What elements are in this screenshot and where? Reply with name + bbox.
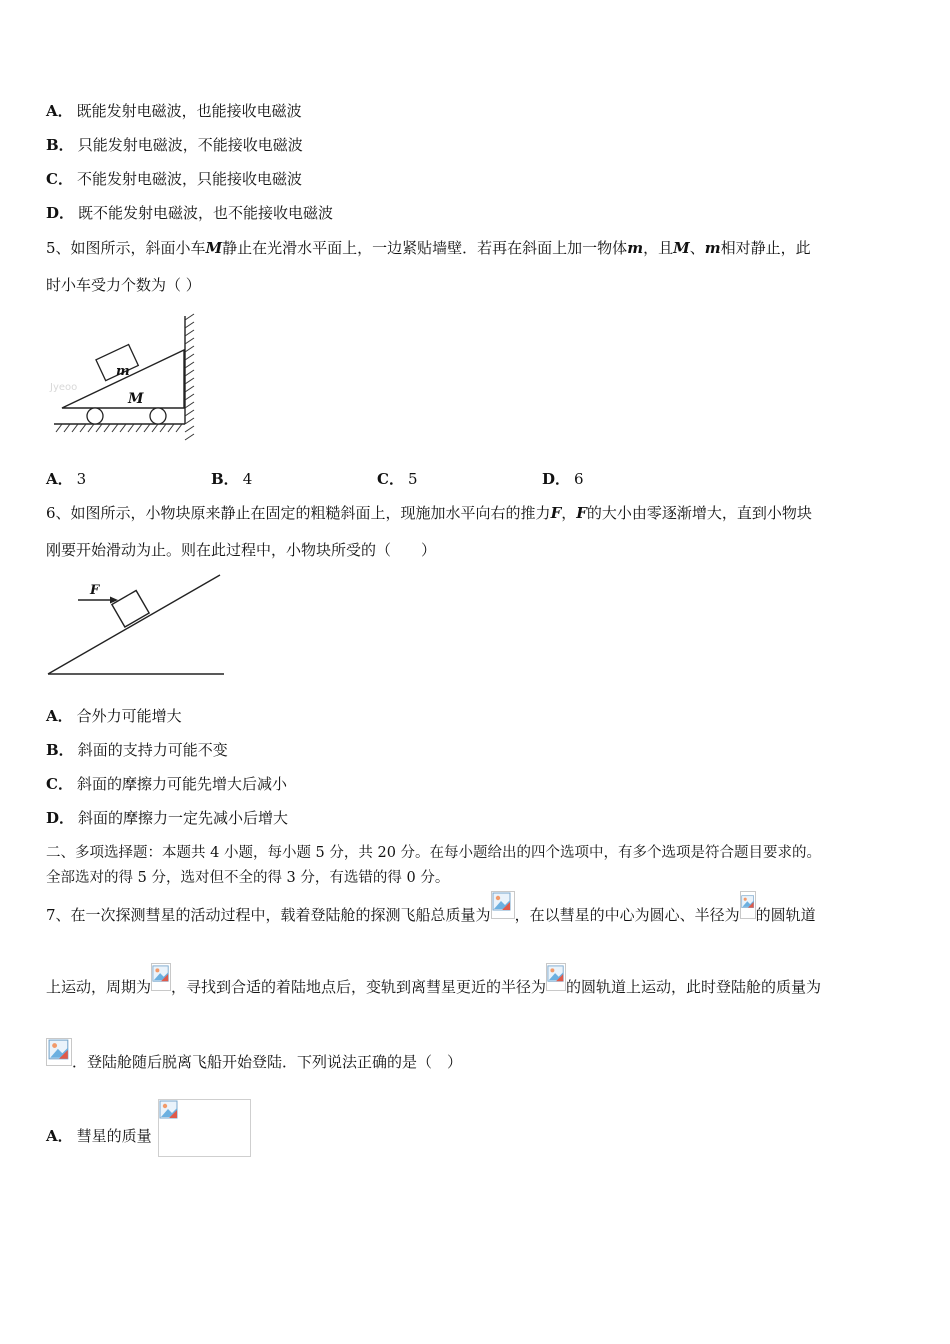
q7-stem-line3: ．登陆舱随后脱离飞船开始登陆．下列说法正确的是（ ） bbox=[46, 1040, 462, 1084]
q5-option-d: D． 6 bbox=[542, 470, 584, 488]
q5-watermark: Jyeoo bbox=[50, 382, 78, 393]
broken-image-icon bbox=[740, 891, 756, 919]
q5-cart-figure bbox=[48, 312, 204, 452]
broken-image-icon bbox=[546, 963, 566, 991]
section2-heading-line1: 二、多项选择题：本题共 4 小题，每小题 5 分，共 20 分。在每小题给出的四个选项中，有多个选项是符合题目要求的。 bbox=[46, 845, 822, 861]
broken-image-icon bbox=[46, 1038, 72, 1066]
q5-options bbox=[46, 468, 666, 488]
q5-option-b: B． 4 bbox=[211, 470, 253, 488]
q4-option-d: D． 既不能发射电磁波，也不能接收电磁波 bbox=[46, 204, 334, 222]
q6-option-c: C． 斜面的摩擦力可能先增大后减小 bbox=[46, 775, 287, 793]
q6-incline-figure bbox=[46, 572, 228, 680]
q4-option-a: A． 既能发射电磁波，也能接收电磁波 bbox=[46, 102, 302, 120]
q7-stem-line2: 上运动，周期为 ，寻找到合适的着陆地点后，变轨到离彗星更近的半径为 的圆轨道上运动，此时登陆舱的质量为 bbox=[46, 965, 821, 1009]
q5-stem-line1: 5、如图所示，斜面小车M静止在光滑水平面上，一边紧贴墙壁．若再在斜面上加一物体m，且M、m相对静止，此 bbox=[46, 239, 811, 257]
broken-image-icon bbox=[159, 1100, 179, 1120]
section2-heading-line2: 全部选对的得 5 分，选对但不全的得 3 分，有选错的得 0 分。 bbox=[46, 870, 450, 886]
q6-stem-line1: 6、如图所示，小物块原来静止在固定的粗糙斜面上，现施加水平向右的推力F，F的大小由零逐渐增大，直到小物块 bbox=[46, 504, 812, 522]
q7-formula-image-placeholder bbox=[158, 1099, 251, 1157]
broken-image-icon bbox=[491, 891, 515, 919]
q4-option-c: C． 不能发射电磁波，只能接收电磁波 bbox=[46, 170, 302, 188]
q4-option-b: B． 只能发射电磁波，不能接收电磁波 bbox=[46, 136, 303, 154]
q5-option-c: C． 5 bbox=[377, 470, 418, 488]
q6-option-d: D． 斜面的摩擦力一定先减小后增大 bbox=[46, 809, 289, 827]
q7-stem-line1: 7、在一次探测彗星的活动过程中，载着登陆舱的探测飞船总质量为 ，在以彗星的中心为圆心、半径为 的圆轨道 bbox=[46, 893, 816, 937]
q6-stem-line2: 刚要开始滑动为止。则在此过程中，小物块所受的（ ） bbox=[46, 541, 437, 559]
q6-force-label: F bbox=[90, 583, 100, 598]
q5-block-label: m bbox=[116, 364, 130, 379]
q6-option-b: B． 斜面的支持力可能不变 bbox=[46, 741, 228, 759]
broken-image-icon bbox=[151, 963, 171, 991]
q7-option-a: A． 彗星的质量 bbox=[46, 1127, 152, 1145]
q5-stem-line2: 时小车受力个数为（ ） bbox=[46, 276, 201, 294]
q6-option-a: A． 合外力可能增大 bbox=[46, 707, 182, 725]
q5-wedge-label: M bbox=[128, 391, 144, 407]
q5-option-a: A． 3 bbox=[46, 470, 87, 488]
